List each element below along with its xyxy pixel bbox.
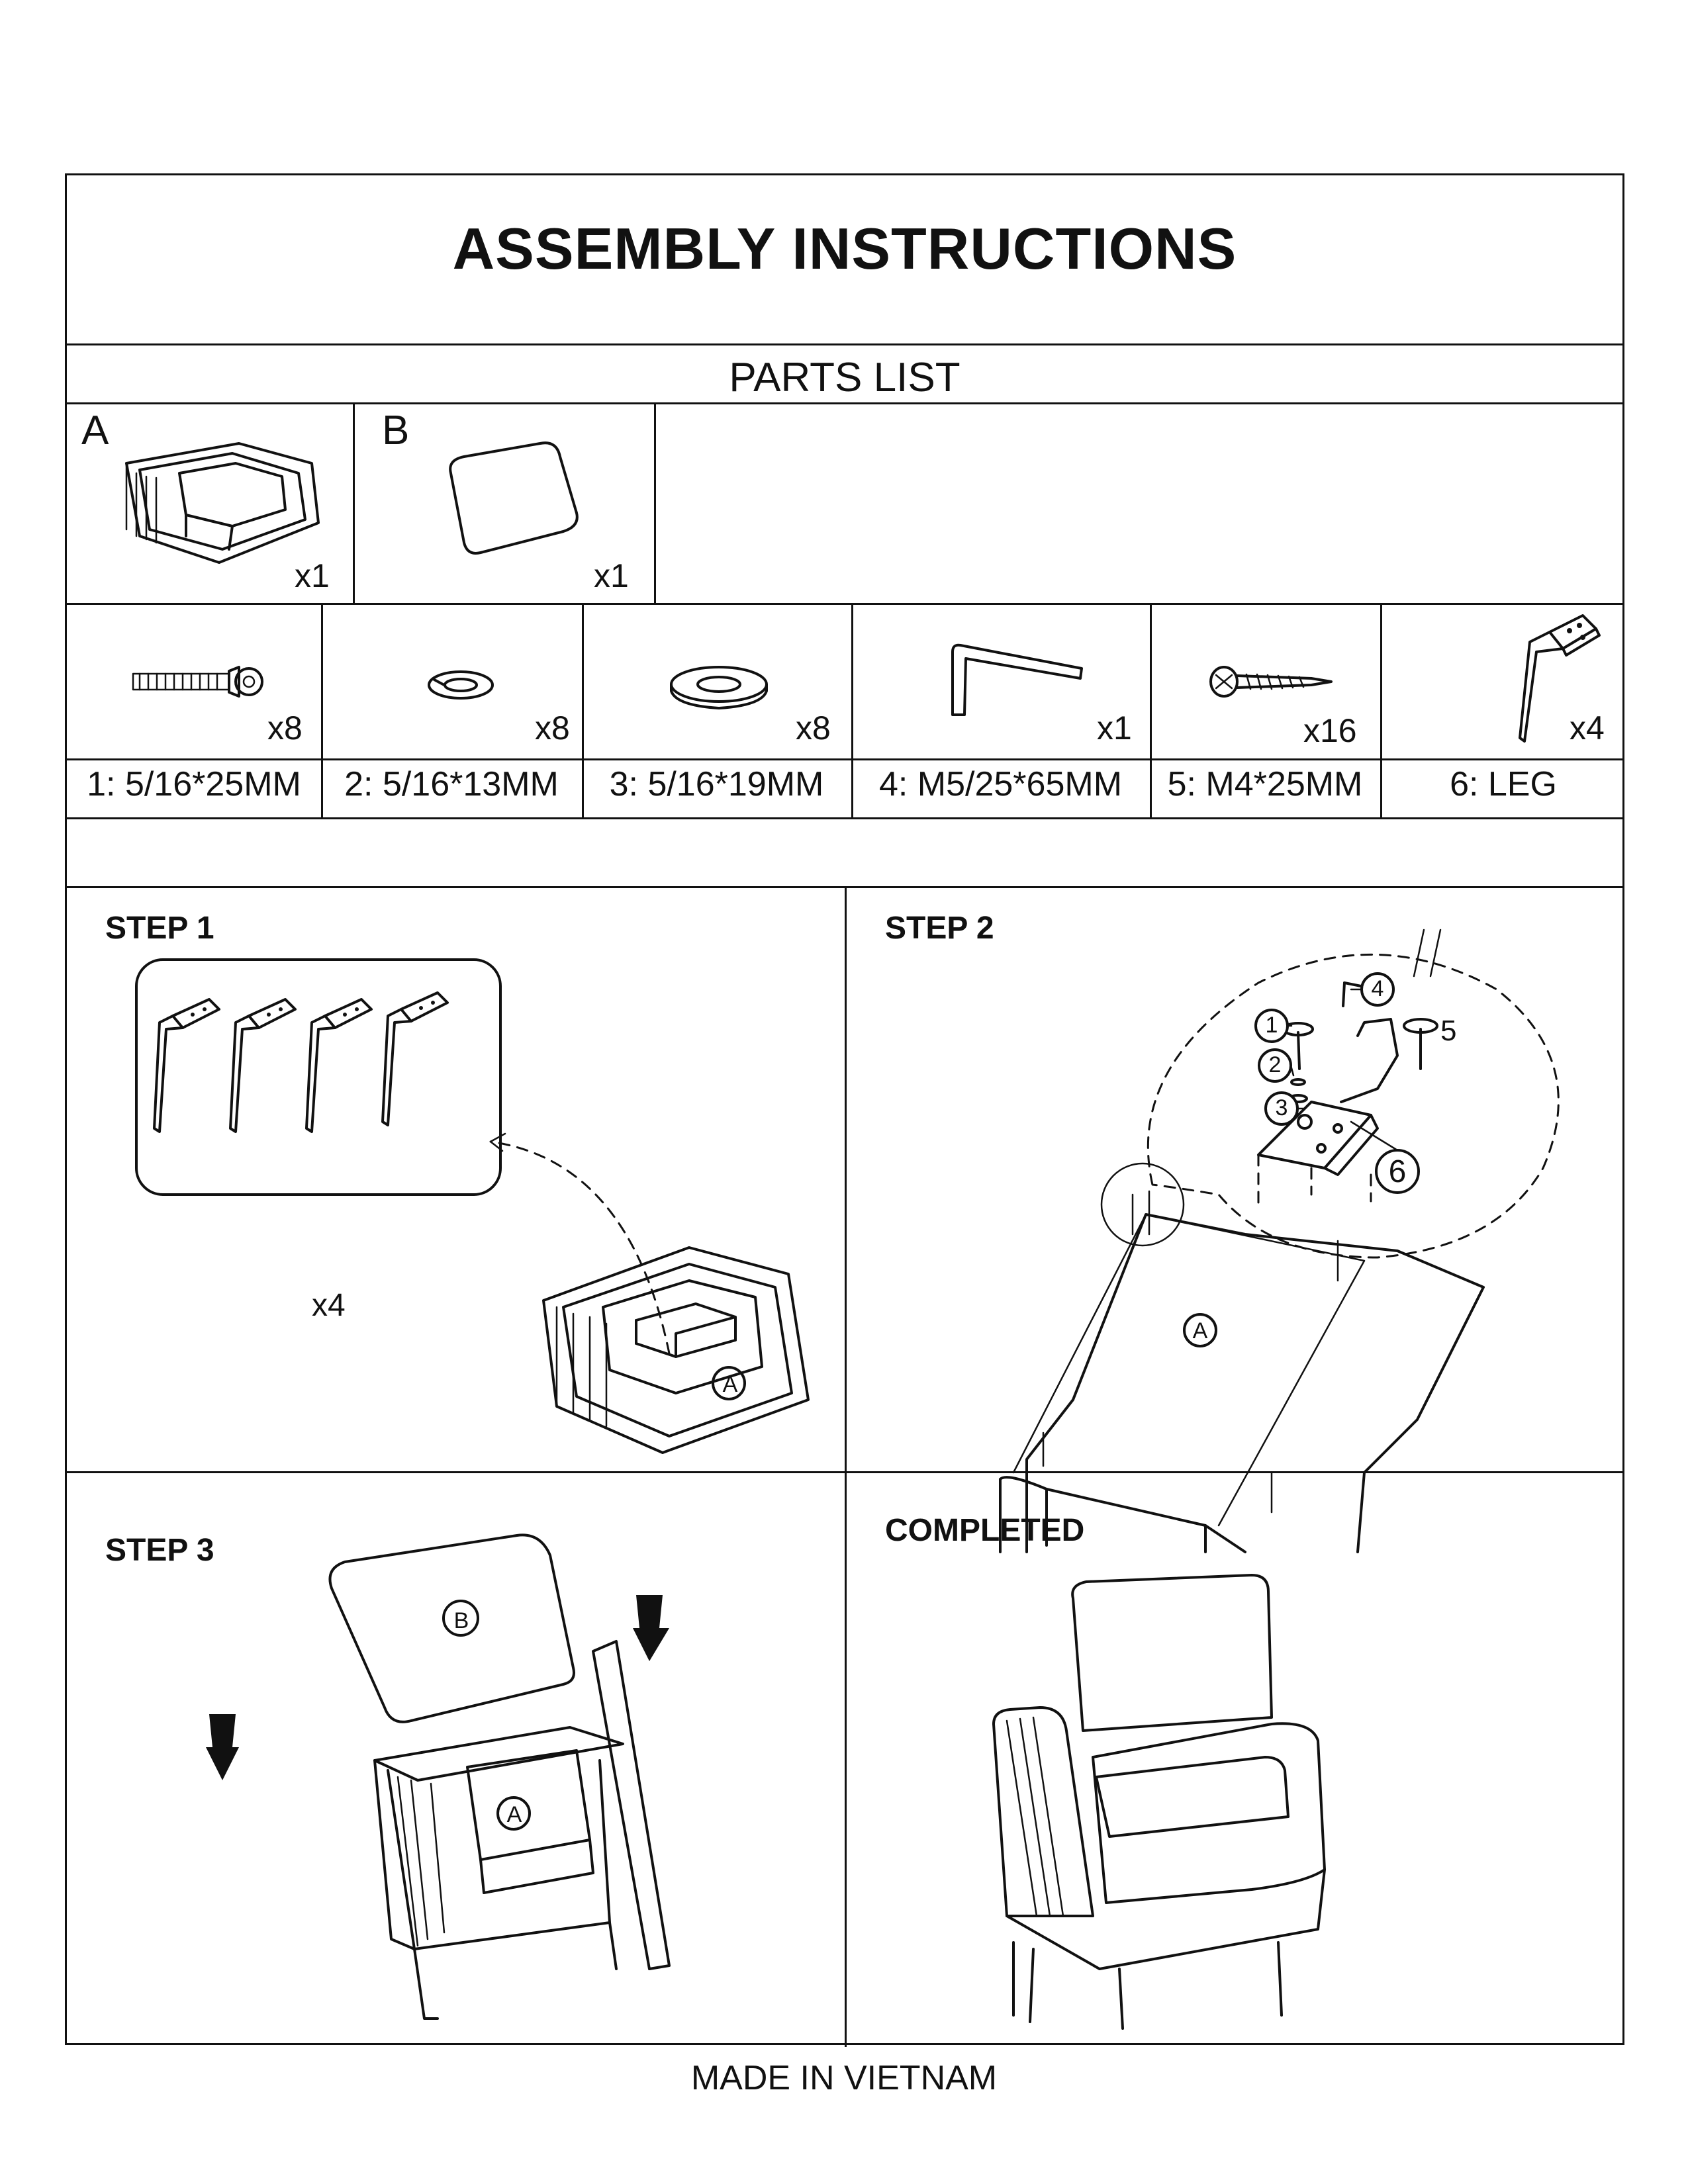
hardware-label-6: 6: LEG <box>1450 765 1557 803</box>
step-3-illustration <box>107 1482 841 2045</box>
callout-2: 2 <box>1268 1052 1282 1077</box>
step-1-callout: A <box>722 1372 738 1397</box>
hardware-qty-1: x8 <box>267 709 303 747</box>
armchair-frame-icon <box>120 437 345 582</box>
part-letter-a: A <box>81 408 109 453</box>
callout-1: 1 <box>1265 1013 1278 1038</box>
part-qty-a: x1 <box>295 557 330 594</box>
completed-chair-illustration <box>921 1559 1583 2035</box>
hardware-label-5: 5: M4*25MM <box>1167 765 1363 803</box>
callout-6: 6 <box>1388 1154 1407 1189</box>
parts-list-heading: PARTS LIST <box>729 355 961 400</box>
step-1-title: STEP 1 <box>105 911 214 946</box>
back-cushion-icon <box>441 440 606 559</box>
step-2-illustration <box>848 890 1622 1466</box>
bolt-icon <box>130 662 275 702</box>
divider <box>67 817 1622 819</box>
leg-icon <box>306 999 371 1132</box>
instruction-sheet <box>65 173 1624 2045</box>
callout-4: 4 <box>1371 976 1384 1001</box>
divider <box>67 758 1622 760</box>
spring-washer-icon <box>421 665 500 705</box>
leg-icon <box>154 999 219 1132</box>
divider <box>67 343 1622 345</box>
callout-3: 3 <box>1275 1095 1288 1120</box>
flat-washer-icon <box>663 662 775 711</box>
hardware-qty-6: x4 <box>1570 709 1605 747</box>
step-2-part: A <box>1192 1318 1208 1343</box>
page-title: ASSEMBLY INSTRUCTIONS <box>452 216 1237 281</box>
screw-icon <box>1205 659 1338 705</box>
step-2-title: STEP 2 <box>885 911 994 946</box>
hardware-qty-4: x1 <box>1097 709 1132 747</box>
step-3-frame: A <box>506 1802 522 1827</box>
divider <box>845 886 847 2047</box>
step-3-cushion: B <box>453 1608 469 1633</box>
footer-note: MADE IN VIETNAM <box>690 2059 998 2097</box>
leg-icon <box>383 993 447 1125</box>
divider <box>67 1471 1622 1473</box>
callout-5: 5 <box>1440 1015 1457 1047</box>
dashed-arrow <box>491 1142 669 1353</box>
hardware-label-3: 3: 5/16*19MM <box>609 765 824 803</box>
hardware-label-4: 4: M5/25*65MM <box>878 765 1123 803</box>
part-letter-b: B <box>382 408 410 453</box>
hardware-qty-5: x16 <box>1303 712 1357 749</box>
divider <box>353 402 355 603</box>
part-qty-b: x1 <box>594 557 629 594</box>
legs-callout-box <box>136 960 500 1195</box>
detail-callout <box>1148 954 1558 1257</box>
divider <box>67 402 1622 404</box>
divider <box>67 603 1622 605</box>
hardware-qty-2: x8 <box>535 709 570 747</box>
completed-title: COMPLETED <box>885 1513 1085 1548</box>
step-3-title: STEP 3 <box>105 1533 214 1568</box>
allen-key-icon <box>939 632 1092 718</box>
back-cushion <box>1072 1575 1272 1731</box>
leg-icon <box>230 999 295 1132</box>
step-1-qty: x4 <box>312 1288 346 1323</box>
hardware-qty-3: x8 <box>796 709 831 747</box>
divider <box>654 402 656 603</box>
hardware-label-1: 1: 5/16*25MM <box>87 765 301 803</box>
hardware-label-2: 2: 5/16*13MM <box>344 765 559 803</box>
